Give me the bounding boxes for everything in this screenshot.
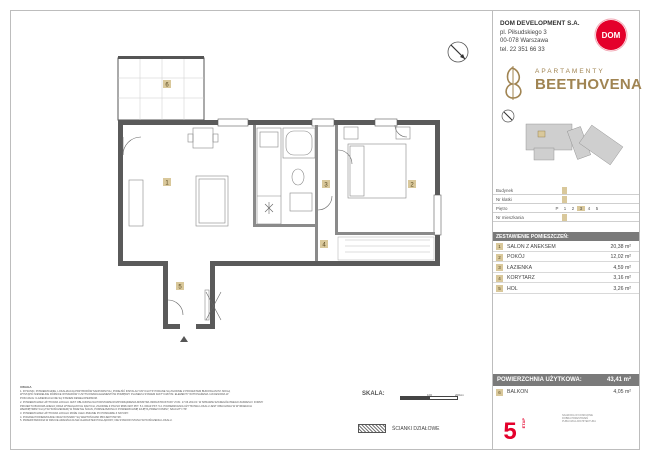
apartment-info-table <box>493 186 639 222</box>
notes-title: UWAGA <box>20 386 32 389</box>
notes-line: PROJEKTU BUDOWLANEGO ORAZ WYMAGANYCH DANYCH, ZGODNIE Z PN-ISO 9836:1997 PKT. 5.1 ORAZ PKT. 5.2. POWIERZCHNIA UŻYTKOWA LOKALU JEST OBLICZANA W WYMIARACH <box>20 404 252 408</box>
notes-line: WYSTĄPIĆ NIEWIELKIE RÓŻNICE WYMIARÓW I USYTUOWANIA ELEMENTÓW POMIĘDZY PLANEM A STANEM FAKTYCZNYM. ELEMENTY WYPOSAŻENIA I AKCESORIA W <box>20 393 229 397</box>
beethovena-logo-icon <box>500 64 530 102</box>
building-value-marker <box>562 187 567 194</box>
usable-area-header <box>493 374 639 386</box>
rooms-title: ZESTAWIENIE POMIESZCZEŃ: <box>493 232 639 241</box>
scale-label: SKALA: <box>362 391 385 397</box>
developer-street: pl. Piłsudskiego 3 <box>500 29 547 36</box>
floor-item: P <box>555 206 559 211</box>
stair-label: Nr klatki <box>496 197 512 202</box>
notes-line: 1. RYSUNKI, POWIERZCHNIE, LOKALIZACJA PRZYBORÓW SANITARNYCH, PODEJŚĆ INSTALACYJNYCH ITP. PODANE SĄ ZGODNIE Z PROJEKTEM BUDOWLANYM. MOGĄ <box>20 389 231 393</box>
room-number: 3 <box>496 264 503 271</box>
floor-item: 1 <box>563 206 567 211</box>
building-label: Budynek <box>496 188 514 193</box>
scale-mid: 100 <box>427 393 433 397</box>
plan-label-2: 2 <box>410 182 414 189</box>
info-row-floor <box>493 204 639 213</box>
apartment-label: Nr mieszkania <box>496 215 524 220</box>
room-number: 4 <box>496 275 503 282</box>
etap-logo-icon <box>500 415 520 445</box>
balcony-name: BALKON <box>507 389 529 395</box>
dom-logo-text: DOM <box>601 31 621 40</box>
usable-area-label: POWIERZCHNIA UŻYTKOWA: <box>497 377 582 383</box>
room-row <box>493 262 639 273</box>
brand-top: APARTAMENTY <box>535 68 605 75</box>
info-row-building <box>493 186 639 195</box>
partition-walls-label: ŚCIANKI DZIAŁOWE <box>392 426 440 432</box>
apartment-value-marker <box>562 214 567 221</box>
info-row-apartment <box>493 213 639 222</box>
room-name: POKÓJ <box>507 254 525 261</box>
etap-caption: NAGRODA W KONKURSIE DOBRA PRZESTRZEŃ PUBLICZNA ARCHITEKTURA <box>562 414 596 424</box>
developer-name: DOM DEVELOPMENT S.A. <box>500 20 580 27</box>
room-number: 1 <box>496 243 503 250</box>
rooms-list <box>493 241 639 294</box>
notes-line: POKOJACH I ŁAZIENKACH NIE SĄ STANEM DEWELOPERSKIM. <box>20 397 98 401</box>
notes-block <box>20 386 370 448</box>
room-row <box>493 241 639 252</box>
north-arrow-icon <box>448 42 468 62</box>
notes-line: 2. POWIERZCHNIA UŻYTKOWA LOKALU JEST OBLICZONA NA PODSTAWIE ROZPORZĄDZENIA MINISTRA INFRASTRUKTURY Z DN. 17.06.2014 R. W SPRAWIE SZCZEGÓŁOWEGO ZAKRESU I FORMY <box>20 400 264 404</box>
balcony-area: 4,05 m² <box>613 389 631 395</box>
floor-label: Piętro <box>496 206 508 211</box>
key-plan <box>494 104 639 182</box>
room-name: ŁAZIENKA <box>507 264 533 271</box>
developer-info <box>500 20 580 54</box>
room-name: HOL <box>507 285 518 292</box>
scale-end: 200cm <box>455 393 465 397</box>
room-row <box>493 252 639 263</box>
room-row <box>493 273 639 284</box>
plan-label-1: 1 <box>165 180 169 187</box>
notes-line: 5. PRZEDSTAWIONA W RZUCIE ARANŻACJA MA CHARAKTER POGLĄDOWY, NIE STANOWI STANU WYKOŃCZENIA LOKALU. <box>20 419 173 423</box>
floor-item: 5 <box>595 206 599 211</box>
developer-city: 00-078 Warszawa <box>500 38 549 45</box>
room-area: 20,38 m² <box>610 243 631 250</box>
plan-label-4: 4 <box>322 242 326 249</box>
developer-phone: tel. 22 351 66 33 <box>500 46 545 53</box>
plan-label-5: 5 <box>178 284 182 291</box>
room-number: 5 <box>496 285 503 292</box>
usable-area-value: 43,41 m² <box>606 377 631 383</box>
plan-label-3: 3 <box>324 182 328 189</box>
key-plan-north-icon <box>502 110 514 122</box>
floor-item: 4 <box>587 206 591 211</box>
room-number: 2 <box>496 254 503 261</box>
notes-line: 4. PODANE POWIERZCHNIE ORAZ WYMIARY SĄ WARTOŚCIAMI PROJEKTOWYMI. <box>20 415 122 419</box>
room-area: 3,26 m² <box>613 285 631 292</box>
balcony-row <box>493 387 639 397</box>
balcony-number: 6 <box>496 389 503 396</box>
brand-main: BEETHOVENA <box>535 76 643 93</box>
room-row <box>493 283 639 294</box>
partition-walls-swatch <box>358 424 386 433</box>
balcony-area <box>118 58 204 120</box>
room-area: 3,16 m² <box>613 275 631 282</box>
room-name: KORYTARZ <box>507 275 535 282</box>
room-area: 4,59 m² <box>613 264 631 271</box>
room-name: SALON Z ANEKSEM <box>507 243 556 250</box>
notes-line: 3. POWIERZCHNIA UŻYTKOWA LOKALU MOŻE ULEC ZMIANIE PO POMIARZE Z NATURY. <box>20 411 129 415</box>
dom-logo-icon <box>594 18 628 52</box>
info-row-stair <box>493 195 639 204</box>
floor-plan <box>12 12 490 384</box>
floor-item: 2 <box>571 206 575 211</box>
etap-number: 5 <box>503 418 517 445</box>
plan-label-6: 6 <box>165 82 169 89</box>
etap-word: ETAP <box>521 418 526 429</box>
room-area: 12,02 m² <box>610 254 631 261</box>
floor-item-active: 3 <box>577 206 585 211</box>
notes-line: WEWNĘTRZNYCH (Z WYKOŃCZENIEM) W ŚWIETLE ŚCIAN, POMNIEJSZONA O POWIERZCHNIĘ ZAJĘTĄ PRZEZ KOMINY, SZACHTY ITP. <box>20 408 188 412</box>
stair-value-marker <box>562 196 567 203</box>
floor-selector <box>553 206 601 211</box>
